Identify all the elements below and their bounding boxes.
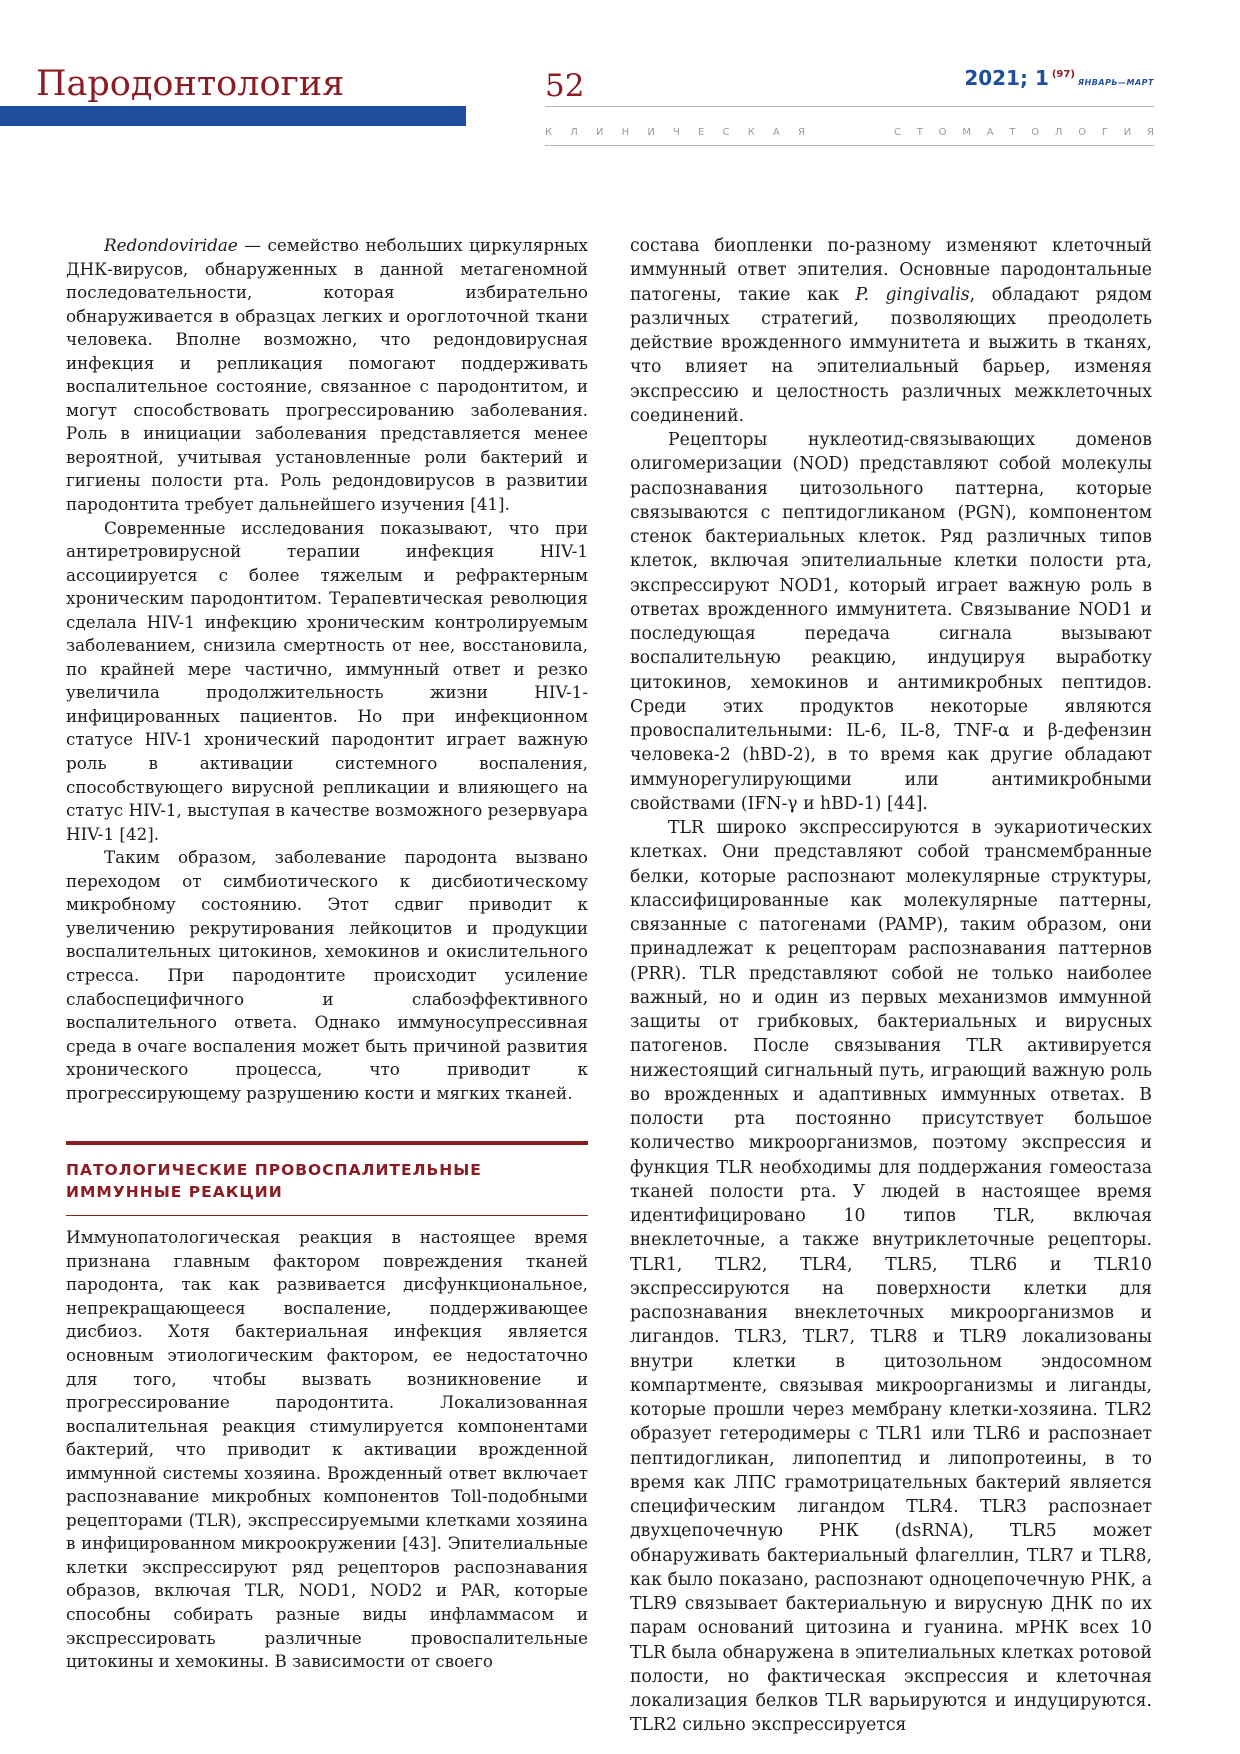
issue-info — [964, 66, 1154, 90]
section-heading-line-1: ПАТОЛОГИЧЕСКИЕ ПРОВОСПАЛИТЕЛЬНЫЕ — [66, 1161, 482, 1180]
issue-year-number: 2021; 1 — [964, 66, 1049, 90]
section-heading-block — [66, 1141, 588, 1216]
paragraph-immunopathology: Иммунопатологическая реакция в настоящее время признана главным фактором повреждения тканей пародонта, так как развивается дисфункциональное, непрекращающееся воспаление, поддерживающее дисбиоз. Хотя бактериальная инфекция является основным этиологическим фактором, ее недостаточно для того, чтобы вызвать возникновение и прогрессирование пародонтита. Локализованная воспалительная реакция стимулируется компонентами бактерий, что приводит к активации врожденной иммунной системы хозяина. Врожденный ответ включает распознавание микробных компонентов Toll-подобными рецепторами (TLR), экспрессируемыми клетками хозяина в инфицированном микроокружении [43]. Эпителиальные клетки экспрессируют ряд рецепторов распознавания образов, включая TLR, NOD1, NOD2 и PAR, которые способны собирать разные виды инфламмасом и экспрессировать различные провоспалительные цитокины и хемокины. В зависимости от своего — [66, 1227, 588, 1672]
section-heading-line-2: ИММУННЫЕ РЕАКЦИИ — [66, 1183, 283, 1202]
paragraph-tlr: TLR широко экспрессируются в эукариотических клетках. Они представляют собой трансмембранные белки, которые распознают молекулярные структуры, классифицированные как молекулярные паттерны, связанные с патогенами (PAMP), таким образом, они принадлежат к рецепторам распознавания паттернов (PRR). TLR представляют собой не только наиболее важный, но и один из первых механизмов иммунной защиты от грибковых, бактериальных и вирусных патогенов. После связывания TLR активируется нижестоящий сигнальный путь, играющий важную роль во врожденных и адаптивных иммунных ответах. В полости рта постоянно присутствует большое количество микроорганизмов, поэтому экспрессия и функция TLR необходимы для поддержания гомеостаза тканей полости рта. У людей в настоящее время идентифицировано 10 типов TLR, включая внеклеточные, а также внутриклеточные рецепторы. TLR1, TLR2, TLR4, TLR5, TLR6 и TLR10 экспрессируются на поверхности клетки для распознавания внеклеточных микроорганизмов и лигандов. TLR3, TLR7, TLR8 и TLR9 локализованы внутри клетки в цитозольном эндосомном компартменте, связывая микроорганизмы и лиганды, которые прошли через мембрану клетки-хозяина. TLR2 образует гетеродимеры с TLR1 или TLR6 и распознает пептидогликан, липопептид и липопротеины, в то время как ЛПС грамотрицательных бактерий является специфическим лигандом TLR4. TLR3 распознает двухцепочечную РНК (dsRNA), TLR5 может обнаруживать бактериальный флагеллин, TLR7 и TLR8, как было показано, распознают одноцепочечную РНК, а TLR9 связывает бактериальную и вирусную ДНК по их парам оснований цитозина и гуанина. мРНК всех 10 TLR была обнаружена в эпителиальных клетках ротовой полости, но фактическая экспрессия и клеточная локализация белков TLR варьируются и индуцируются. TLR2 сильно экспрессируется — [630, 818, 1152, 1736]
header-rule-bottom — [545, 145, 1154, 146]
paragraph-redondoviridae: Redondoviridae — семейство небольших циркулярных ДНК-вирусов, обнаруженных в данной метагеномной последовательности, которая избирательно обнаруживается в образцах легких и орoглоточной ткани человека. Вполне возможно, что редондовирусная инфекция и репликация помогают поддерживать воспалительное состояние, связанное с пародонтитом, и могут способствовать прогрессированию заболевания. Роль в инициации заболевания представляется менее вероятной, учитывая установленные роли бактерий и гигиены полости рта. Роль редондовирусов в развитии пародонтита требует дальнейшего изучения [41]. — [66, 235, 588, 515]
heading-underline — [66, 1215, 588, 1216]
section-title: Пародонтология — [36, 64, 345, 104]
heading-rule — [66, 1141, 588, 1145]
paragraph-hiv: Современные исследования показывают, что при антиретровирусной терапии инфекция HIV-1 ассоциируется с более тяжелым и рефрактерным хроническим пародонтитом. Терапевтическая революция сделала HIV-1 инфекцию хроническим контролируемым заболеванием, снизила смертность от нее, восстановила, по крайней мере частично, иммунный ответ и резко увеличила продолжительность жизни HIV-1-инфицированных пациентов. Но при инфекционном статусе HIV-1 хронический пародонтит играет важную роль в активации системного воспаления, способствующего вирусной репликации и влияющего на статус HIV-1, выступая в качестве возможного резервуара HIV-1 [42]. — [66, 517, 589, 844]
section-color-bar — [0, 106, 466, 126]
header-rule-top — [545, 106, 1154, 107]
paragraph-dysbiosis: Таким образом, заболевание пародонта вызвано переходом от симбиотического к дисбиотическому микробному состоянию. Этот сдвиг приводит к увеличению рекрутирования лейкоцитов и продукции воспалительных цитокинов, хемокинов и окислительного стресса. При пародонтите происходит усиление слабоспецифичного и слабоэффективного воспалительного ответа. Однако иммуносупрессивная среда в очаге воспаления может быть причиной развития хронического процесса, что приводит к прогрессирующему разрушению кости и мягких тканей. — [66, 847, 588, 1103]
right-column — [630, 234, 1152, 1738]
paragraph-nod: Рецепторы нуклеотид-связывающих доменов олигомеризации (NOD) представляют собой молекулы распознавания цитозольного паттерна, которые связываются с пептидогликаном (PGN), компонентом стенок бактериальных клеток. Ряд различных типов клеток, включая эпителиальные клетки полости рта, экспрессируют NOD1, который играет важную роль в ответах врожденного иммунитета. Связывание NOD1 и последующая передача сигнала вызывают воспалительную реакцию, индуцируя выработку цитокинов, хемокинов и антимикробных пептидов. Среди этих продуктов некоторые являются провоспалительными: IL-6, IL-8, TNF-α и β-дефензин человека-2 (hBD-2), в то время как другие обладают иммунорегулирующими или антимикробными свойствами (IFN-γ и hBD-1) [44]. — [630, 430, 1152, 814]
paragraph-biofilm: состава биопленки по-разному изменяют клеточный иммунный ответ эпителия. Основные пародонтальные патогены, такие как P. gingivalis, обладают рядом различных стратегий, позволяющих преодолеть действие врожденного иммунитета и выжить в тканях, что влияет на эпителиальный барьер, изменяя экспрессию и целостность различных межклеточных соединений. — [630, 236, 1153, 426]
journal-word-2: С Т О М А Т О Л О Г И Я — [894, 127, 1154, 138]
page-number: 52 — [545, 68, 585, 104]
journal-word-1: К Л И Н И Ч Е С К А Я — [545, 127, 805, 138]
section-heading — [66, 1159, 588, 1203]
issue-months: ЯНВАРЬ—МАРТ — [1077, 78, 1154, 87]
left-column — [66, 234, 588, 1674]
journal-title — [545, 127, 1154, 141]
issue-sequence: (97) — [1051, 69, 1075, 81]
